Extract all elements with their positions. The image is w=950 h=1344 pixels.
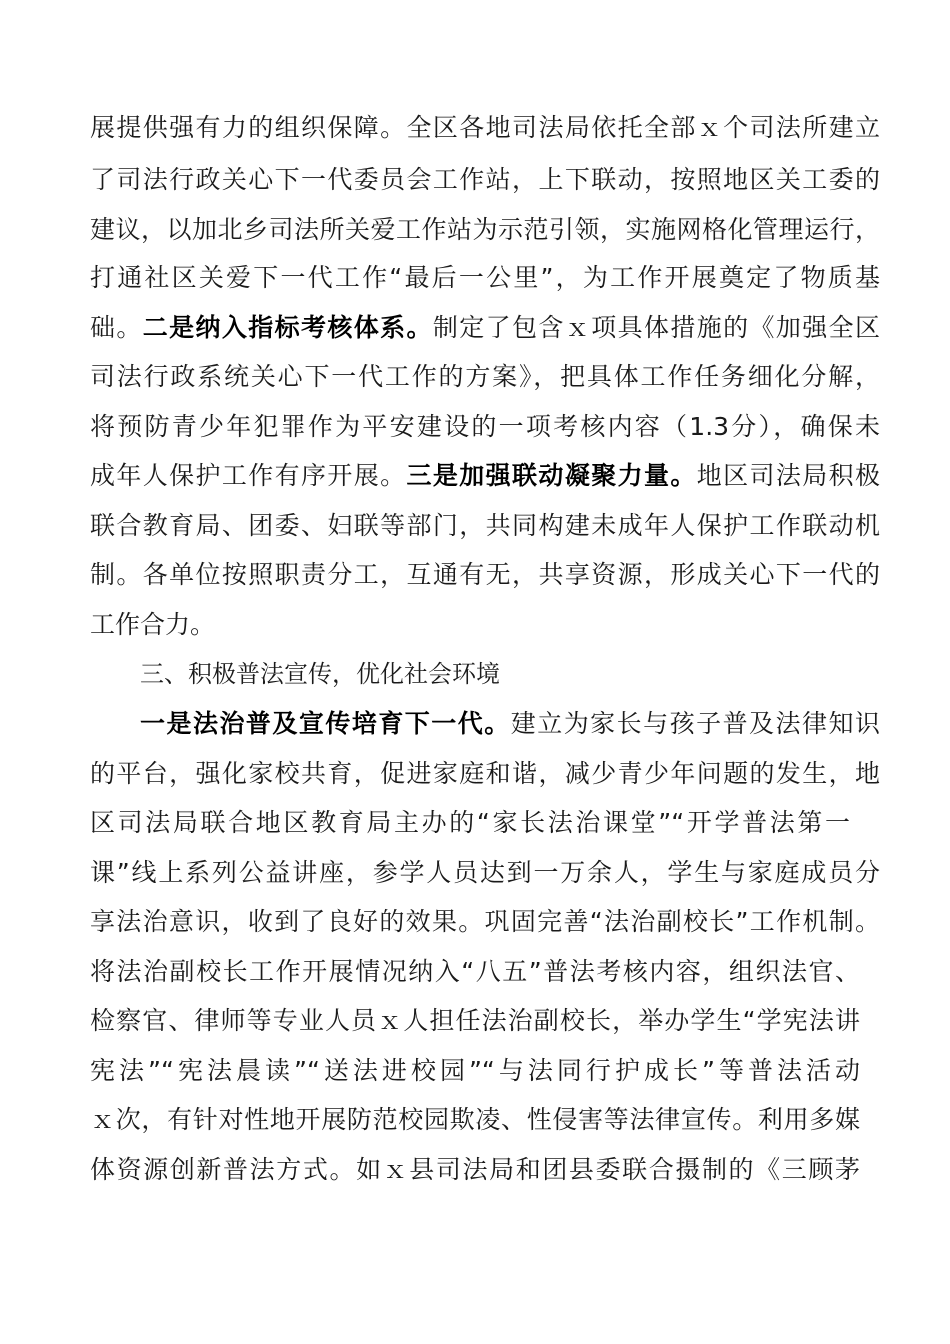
- text-segment: 建立为家长与孩子普及法律知识: [510, 709, 880, 738]
- paragraph-line: [90, 600, 880, 650]
- paragraph-line: [90, 550, 880, 600]
- text-segment: 工作合力。: [90, 610, 216, 639]
- paragraph-line: [90, 451, 880, 501]
- paragraph-line: [90, 1145, 860, 1195]
- paragraph-line: [90, 1046, 860, 1096]
- text-segment: 联合教育局、团委、妇联等部门，共同构建未成年人保护工作联动机: [90, 511, 880, 540]
- paragraph-line: [90, 155, 880, 205]
- paragraph-line: [90, 1095, 860, 1145]
- bold-lead-phrase: 一是法治普及宣传培育下一代。: [140, 709, 511, 738]
- paragraph-line: [90, 749, 880, 799]
- text-segment: 课”线上系列公益讲座，参学人员达到一万余人，学生与家庭成员分: [90, 858, 880, 887]
- text-segment: 础。: [90, 313, 143, 342]
- paragraph-line: [90, 501, 880, 551]
- text-segment: ｘ次，有针对性地开展防范校园欺凌、性侵害等法律宣传。利用多媒: [90, 1105, 860, 1134]
- text-segment: 的平台，强化家校共育，促进家庭和谐，减少青少年问题的发生，地: [90, 759, 880, 788]
- paragraph-line: [90, 253, 880, 303]
- text-segment: 检察官、律师等专业人员ｘ人担任法治副校长，举办学生“学宪法讲: [90, 1006, 860, 1035]
- paragraph-line: [90, 947, 860, 997]
- text-segment: 体资源创新普法方式。如ｘ县司法局和团县委联合摄制的《三顾茅: [90, 1155, 860, 1184]
- text-segment: 了司法行政关心下一代委员会工作站，上下联动，按照地区关工委的: [90, 165, 880, 194]
- paragraph-line: [90, 103, 880, 153]
- paragraph-line: [90, 205, 880, 255]
- text-segment: 将预防青少年犯罪作为平安建设的一项考核内容（1.3分），确保未: [90, 412, 880, 441]
- section-heading-text: 三、积极普法宣传，优化社会环境: [140, 660, 500, 688]
- text-segment: 享法治意识，收到了良好的效果。巩固完善“法治副校长”工作机制。: [90, 907, 880, 936]
- text-segment: 成年人保护工作有序开展。: [90, 461, 407, 490]
- text-segment: 制。各单位按照职责分工，互通有无，共享资源，形成关心下一代的: [90, 560, 880, 589]
- paragraph-line: [90, 798, 850, 848]
- text-segment: 宪法”“宪法晨读”“送法进校园”“与法同行护成长”等普法活动: [90, 1056, 860, 1085]
- bold-lead-phrase: 二是纳入指标考核体系。: [142, 313, 433, 342]
- text-segment: 司法行政系统关心下一代工作的方案》，把具体工作任务细化分解，: [90, 362, 880, 391]
- paragraph-line: [90, 996, 860, 1046]
- paragraph-line: [140, 699, 880, 749]
- paragraph-line: [90, 402, 880, 452]
- paragraph-line: [90, 848, 880, 898]
- paragraph-line: [90, 303, 880, 353]
- text-segment: 将法治副校长工作开展情况纳入“八五”普法考核内容，组织法官、: [90, 957, 860, 986]
- paragraph-line: [90, 897, 880, 947]
- text-segment: 区司法局联合地区教育局主办的“家长法治课堂”“开学普法第一: [90, 808, 850, 837]
- text-segment: 制定了包含ｘ项具体措施的《加强全区: [432, 313, 880, 342]
- paragraph-line: [90, 352, 880, 402]
- text-segment: 打通社区关爱下一代工作“最后一公里”，为工作开展奠定了物质基: [90, 263, 880, 292]
- text-segment: 展提供强有力的组织保障。全区各地司法局依托全部ｘ个司法所建立: [90, 113, 880, 142]
- text-segment: 地区司法局积极: [696, 461, 880, 490]
- section-heading: [140, 649, 500, 699]
- text-segment: 建议，以加北乡司法所关爱工作站为示范引领，实施网格化管理运行，: [90, 215, 880, 244]
- bold-lead-phrase: 三是加强联动凝聚力量。: [406, 461, 697, 490]
